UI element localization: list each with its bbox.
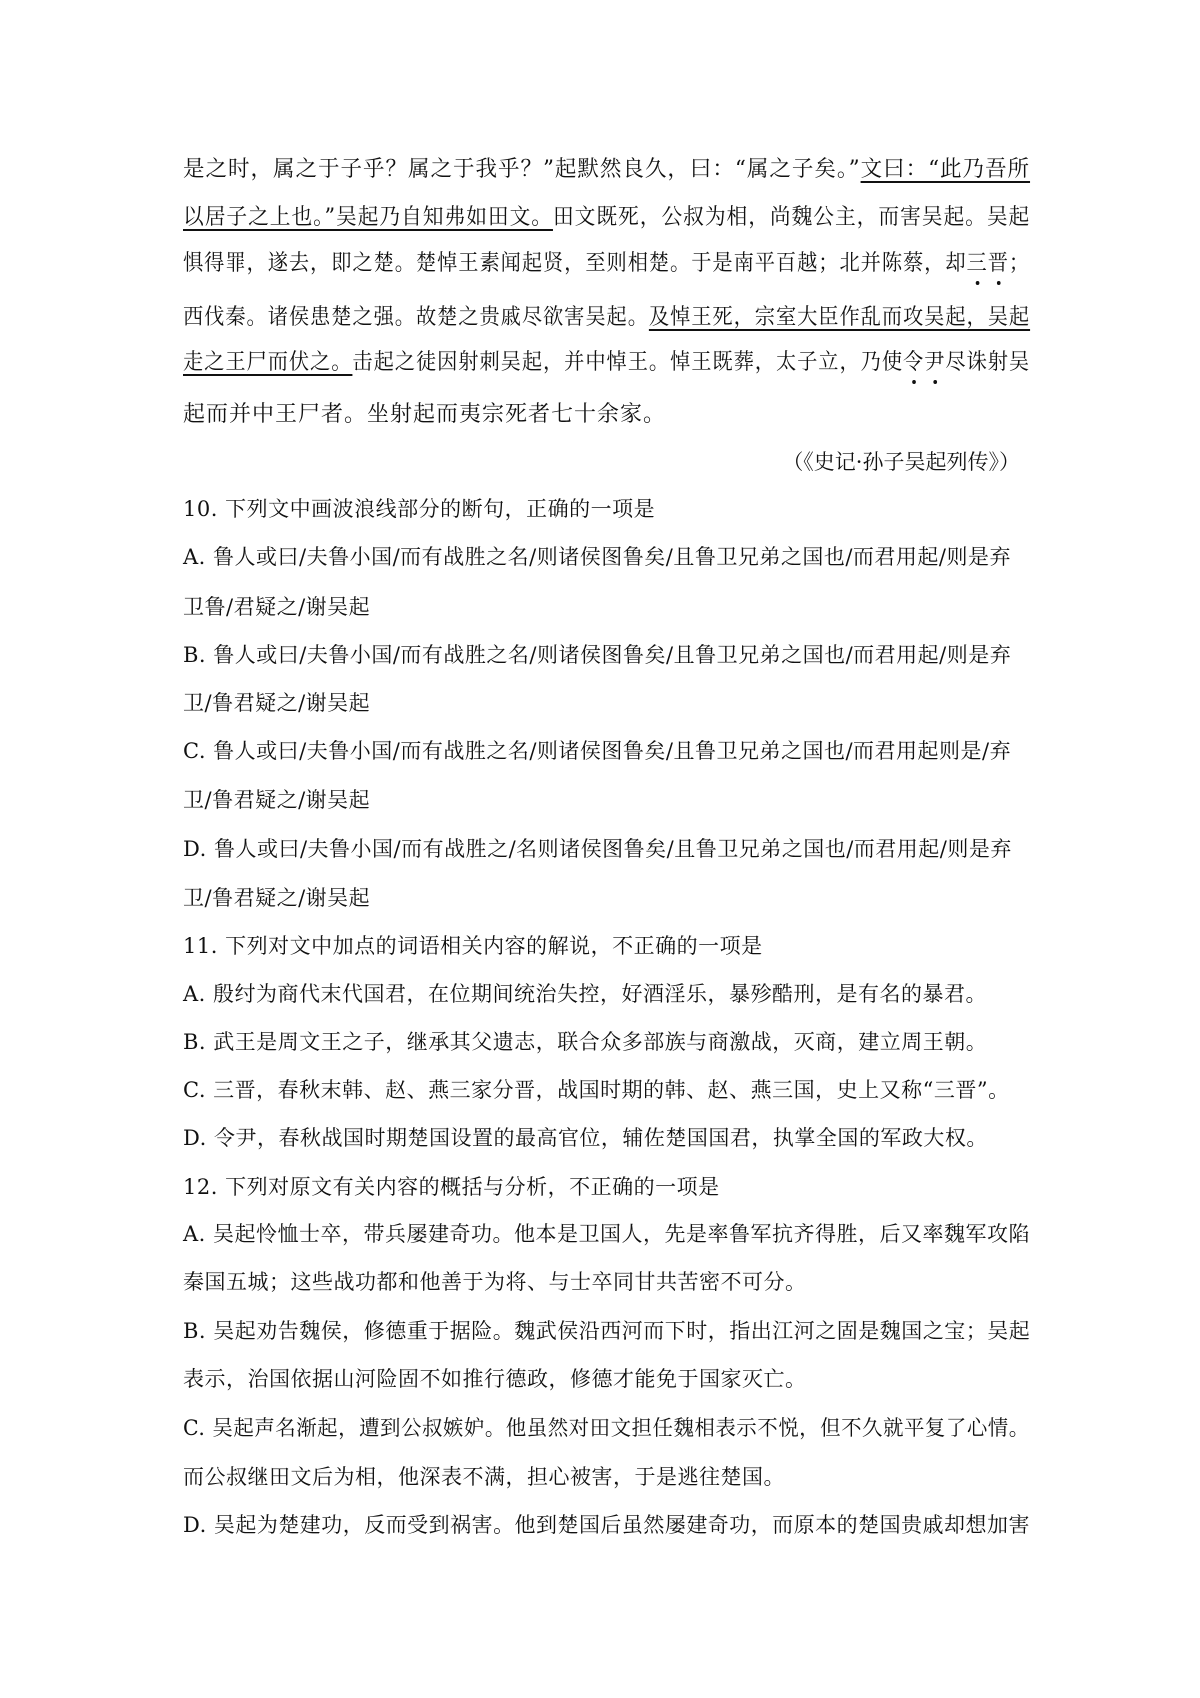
q11-option-d: D. 令尹，春秋战国时期楚国设置的最高官位，辅佐楚国国君，执掌全国的军政大权。 (183, 1126, 988, 1150)
passage-text: 是之时，属之于子乎？属之于我乎？”起默然良久，曰：“属之子矣。” (183, 157, 861, 182)
q10-option-a-cont: 卫鲁/君疑之/谢吴起 (183, 595, 371, 619)
passage-text: 西伐秦。诸侯患楚之强。故楚之贵戚尽欲害吴起。 (183, 305, 649, 330)
q10-option-d-cont: 卫/鲁君疑之/谢吴起 (183, 886, 371, 910)
underlined-sentence: 走之王尸而伏之。 (183, 350, 353, 375)
q10-option-c: C. 鲁人或曰/夫鲁小国/而有战胜之名/则诸侯图鲁矣/且鲁卫兄弟之国也/而君用起则是/弃 (183, 739, 1012, 763)
dotted-char: 令 (903, 348, 924, 378)
q12-option-d: D. 吴起为楚建功，反而受到祸害。他到楚国后虽然屡建奇功，而原本的楚国贵戚却想加害 (183, 1513, 1030, 1537)
q10-option-b: B. 鲁人或曰/夫鲁小国/而有战胜之名/则诸侯图鲁矣/且鲁卫兄弟之国也/而君用起/则是弃 (183, 643, 1012, 667)
q12-option-c-cont: 而公叔继田文后为相，他深表不满，担心被害，于是逃往楚国。 (183, 1465, 785, 1489)
dotted-char: 晋 (988, 249, 1009, 279)
question-10-stem: 10. 下列文中画波浪线部分的断句，正确的一项是 (183, 497, 656, 521)
q10-option-c-cont: 卫/鲁君疑之/谢吴起 (183, 788, 371, 812)
dotted-char: 尹 (924, 348, 945, 378)
passage-line-4 (183, 303, 1030, 333)
q12-option-a-cont: 秦国五城；这些战功都和他善于为将、与士卒同甘共苦密不可分。 (183, 1270, 807, 1294)
question-12-stem: 12. 下列对原文有关内容的概括与分析，不正确的一项是 (183, 1175, 720, 1199)
q11-option-a: A. 殷纣为商代末代国君，在位期间统治失控，好酒淫乐，暴殄酷刑，是有名的暴君。 (183, 982, 988, 1006)
question-11-stem: 11. 下列对文中加点的词语相关内容的解说，不正确的一项是 (183, 934, 763, 958)
passage-line-2 (183, 203, 1030, 233)
passage-line-6 (183, 400, 666, 430)
passage-text: 田文既死，公叔为相，尚魏公主，而害吴起。吴起 (552, 205, 1031, 230)
q12-option-b: B. 吴起劝告魏侯，修德重于据险。魏武侯沿西河而下时，指出江河之固是魏国之宝；吴起 (183, 1319, 1031, 1343)
q10-option-d: D. 鲁人或曰/夫鲁小国/而有战胜之/名则诸侯图鲁矣/且鲁卫兄弟之国也/而君用起/则是弃 (183, 837, 1012, 861)
passage-line-1 (183, 155, 1030, 185)
q11-option-b: B. 武王是周文王之子，继承其父遗志，联合众多部族与商激战，灭商，建立周王朝。 (183, 1030, 988, 1054)
q12-option-b-cont: 表示，治国依据山河险固不如推行德政，修德才能免于国家灭亡。 (183, 1367, 807, 1391)
passage-text: 击起之徒因射刺吴起，并中悼王。悼王既葬，太子立，乃使 (352, 350, 904, 375)
passage-line-5 (183, 348, 1030, 378)
dotted-char: 三 (967, 249, 988, 279)
q11-option-c: C. 三晋，春秋末韩、赵、燕三家分晋，战国时期的韩、赵、燕三国，史上又称“三晋”。 (183, 1078, 1010, 1102)
passage-text: 起而并中王尸者。坐射起而夷宗死者七十余家。 (183, 402, 667, 427)
underlined-sentence: 及悼王死，宗室大臣作乱而攻吴起，吴起 (648, 305, 1031, 330)
passage-line-3 (183, 249, 1030, 279)
q10-option-a: A. 鲁人或曰/夫鲁小国/而有战胜之名/则诸侯图鲁矣/且鲁卫兄弟之国也/而君用起/则是弃 (183, 545, 1011, 569)
q12-option-a: A. 吴起怜恤士卒，带兵屡建奇功。他本是卫国人，先是率鲁军抗齐得胜，后又率魏军攻陷 (183, 1222, 1031, 1246)
underlined-sentence: 文曰：“此乃吾所 (860, 157, 1031, 182)
q10-option-b-cont: 卫/鲁君疑之/谢吴起 (183, 691, 371, 715)
passage-source: （《史记·孙子吴起列传》） (782, 450, 1020, 474)
passage-text: 尽诛射吴 (945, 350, 1031, 375)
underlined-sentence: 以居子之上也。”吴起乃自知弗如田文。 (183, 205, 553, 230)
passage-text: ； (1008, 251, 1031, 276)
q12-option-c: C. 吴起声名渐起，遭到公叔嫉妒。他虽然对田文担任魏相表示不悦，但不久就平复了心情。 (183, 1416, 1030, 1440)
passage-text: 惧得罪，遂去，即之楚。楚悼王素闻起贤，至则相楚。于是南平百越；北并陈蔡，却 (183, 251, 967, 276)
